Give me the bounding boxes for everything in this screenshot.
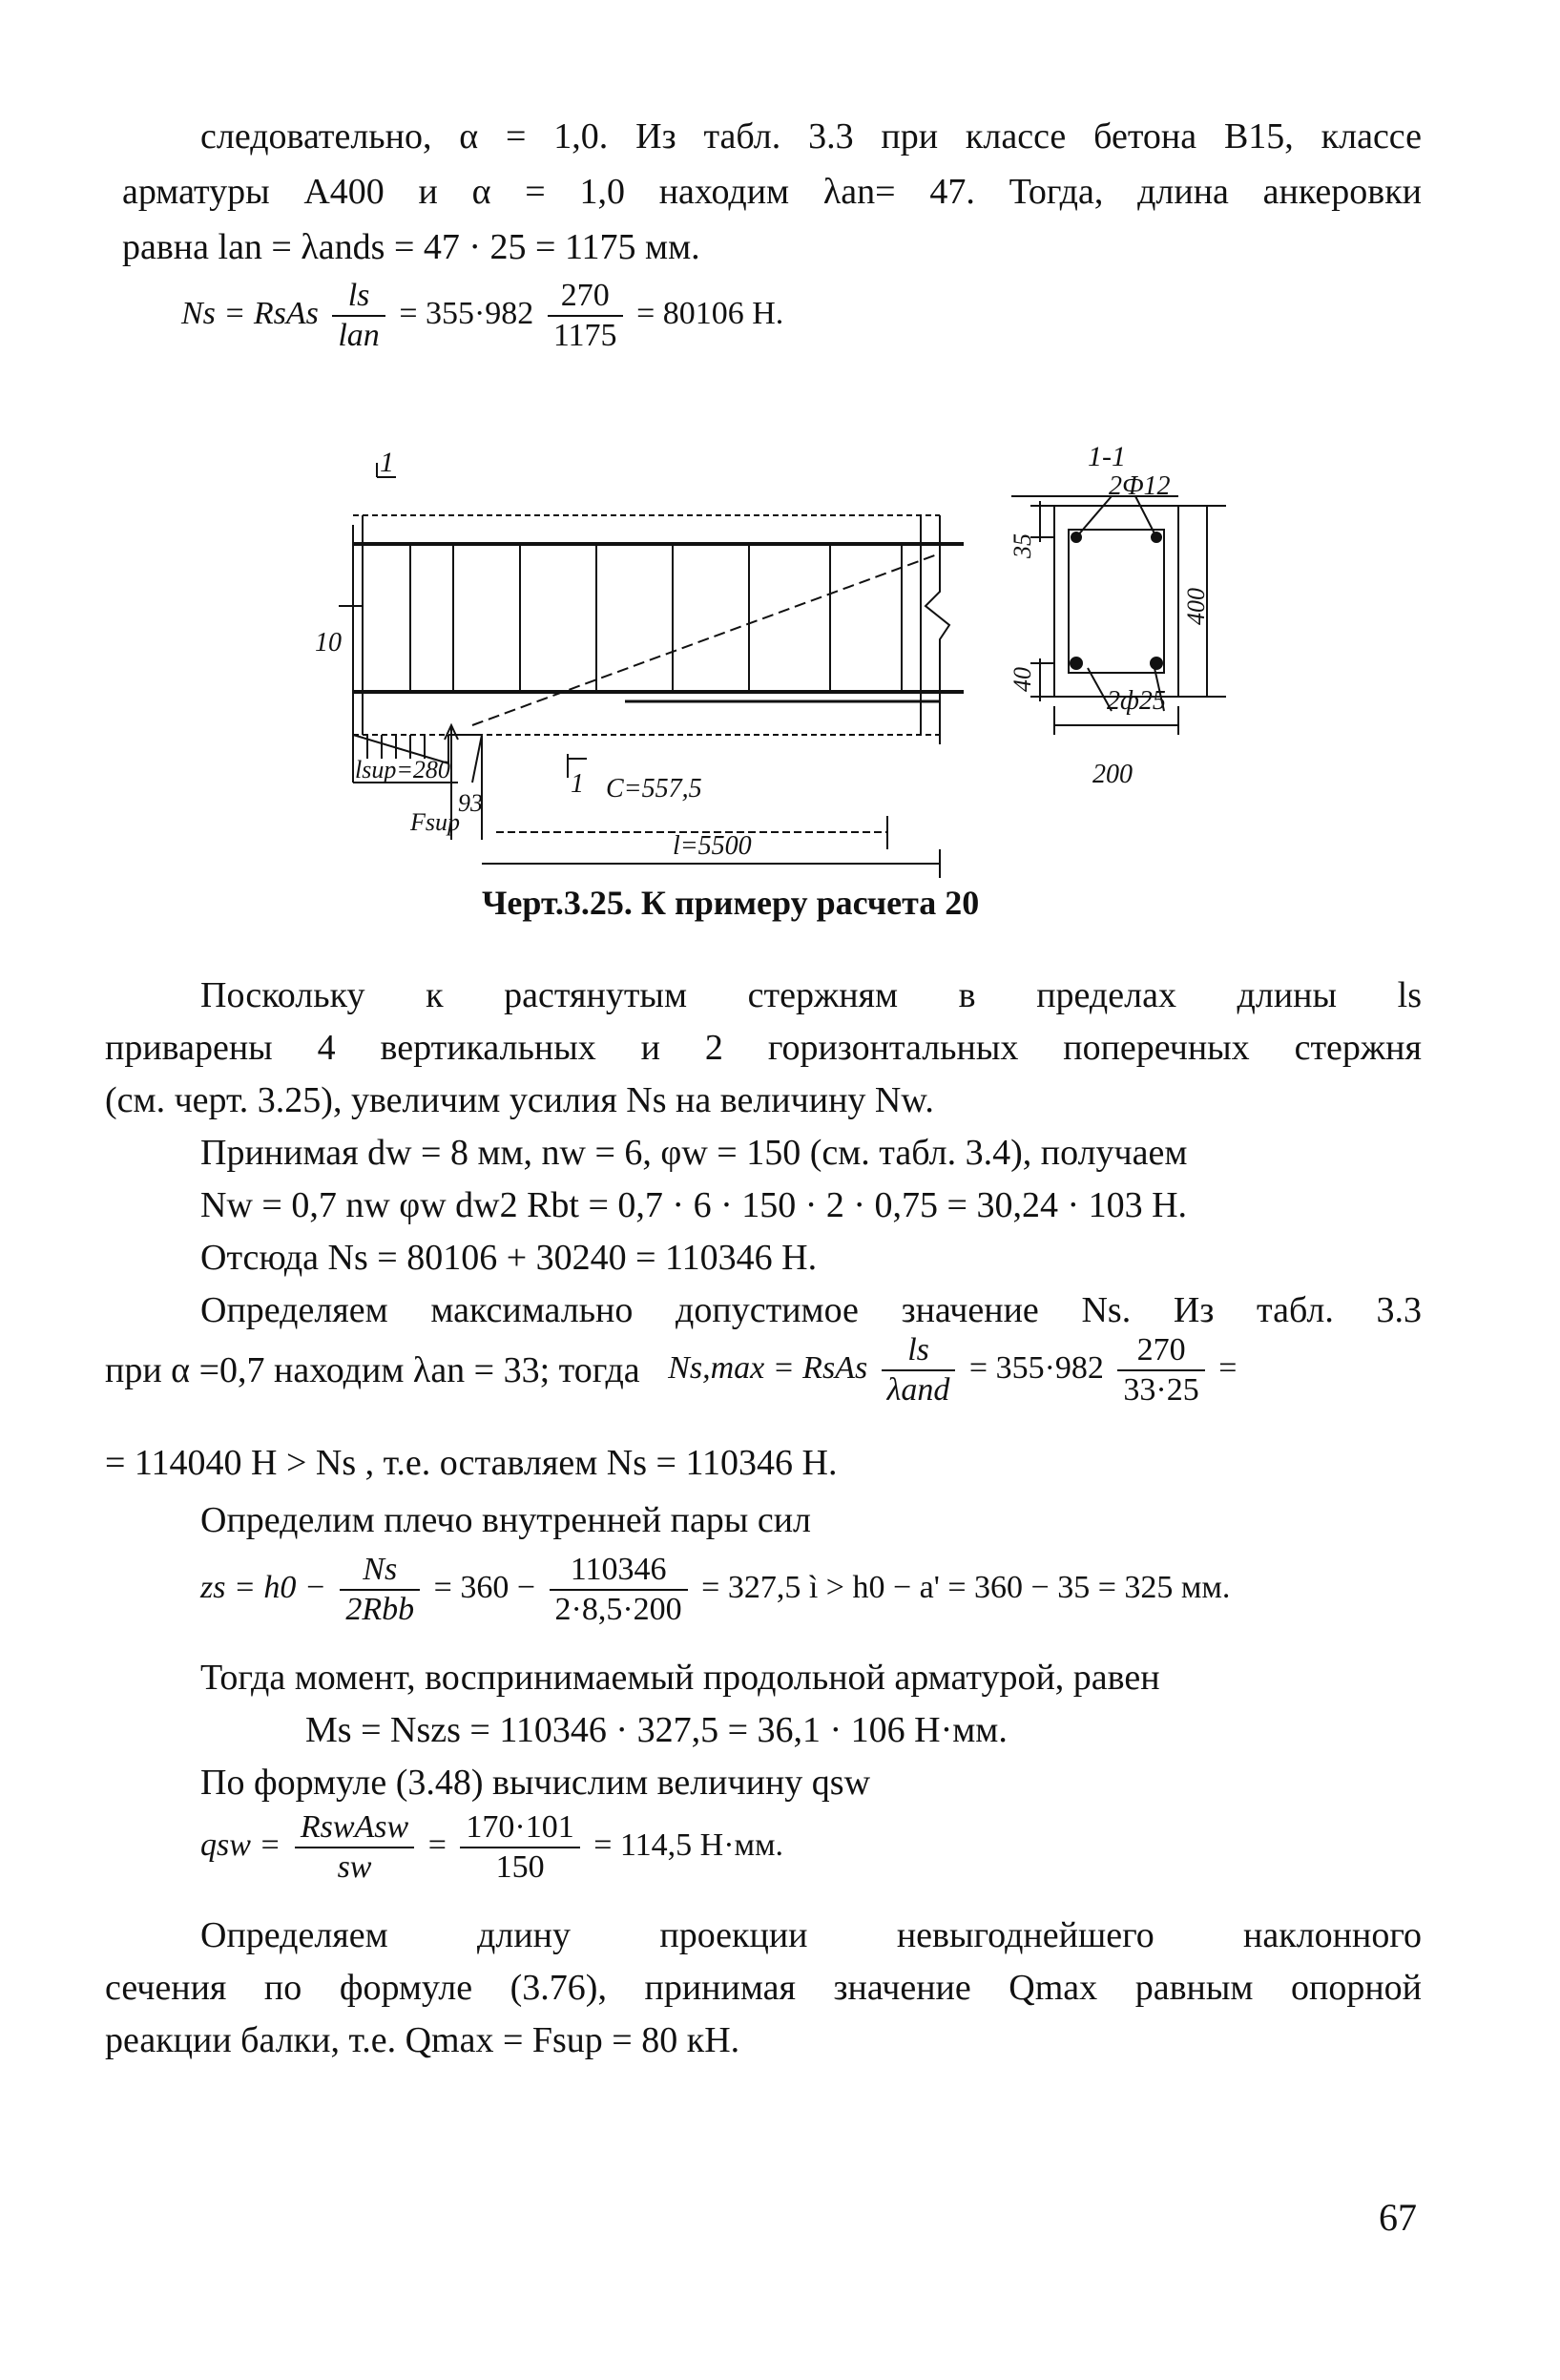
eq1-frac-ls: [332, 277, 385, 355]
dim-93: 93: [458, 789, 483, 817]
nsmax-mid: = 355·982: [968, 1349, 1104, 1386]
intro-line-3: равна lan = λands = 47 · 25 = 1175 мм.: [122, 227, 700, 267]
lsup-label: lsup=280: [355, 756, 450, 783]
eq1-result: = 80106 Н.: [636, 295, 784, 331]
eq1-num-ls: ls: [332, 277, 385, 317]
dim-400: 400: [1182, 588, 1210, 625]
bottom-bars-label: 2ф25: [1107, 686, 1166, 716]
para3-line-2: [105, 1331, 1237, 1409]
section-mark-bottom: 1: [571, 769, 584, 799]
zs-result: = 327,5 ì > h0 − a' = 360 − 35 = 325 мм.: [701, 1569, 1231, 1605]
nsmax-frac-2: [1117, 1331, 1204, 1409]
qsw-num-1: RswAsw: [295, 1808, 414, 1848]
qsw-eq: =: [427, 1827, 447, 1863]
nsmax-lhs: Ns,max = RsAs: [668, 1349, 868, 1386]
zs-frac-1: [340, 1551, 420, 1629]
para1-line-3: (см. черт. 3.25), увеличим усилия Ns на величину Nw.: [105, 1080, 934, 1120]
qsw-frac-2: [460, 1808, 579, 1887]
nsmax-den-1: λand: [886, 1372, 950, 1408]
para3-line-1: Определяем максимально допустимое значение Ns. Из табл. 3.3: [200, 1290, 1422, 1330]
intro-line-2: арматуры А400 и α = 1,0 находим λan= 47. Тогда, длина анкеровки: [122, 172, 1422, 212]
para2-line-1: Принимая dw = 8 мм, nw = 6, φw = 150 (см. табл. 3.4), получаем: [200, 1133, 1188, 1173]
nsmax-num-2: 270: [1117, 1331, 1204, 1371]
formula-qsw: [200, 1808, 783, 1887]
dim-10: 10: [315, 628, 342, 658]
nsmax-num-1: ls: [882, 1331, 956, 1371]
zs-lhs: zs = h0 −: [200, 1569, 326, 1605]
c-dimension: C=557,5: [606, 774, 702, 804]
zs-den-1: 2Rbb: [345, 1592, 415, 1627]
para3-line-3: = 114040 Н > Ns , т.е. оставляем Ns = 110346 Н.: [105, 1443, 838, 1483]
fsup-label: Fsup: [410, 808, 460, 836]
top-bars-label: 2Ф12: [1109, 471, 1171, 501]
eq1-den: 1175: [552, 318, 617, 353]
para2-line-3: Отсюда Ns = 80106 + 30240 = 110346 Н.: [200, 1238, 818, 1278]
para3-line-2-text: при α =0,7 находим λan = 33; тогда: [105, 1350, 640, 1390]
zs-num-2: 110346: [550, 1551, 688, 1591]
nsmax-end: =: [1218, 1349, 1238, 1386]
formula-ns-max: [668, 1331, 1237, 1409]
para1-line-2: приварены 4 вертикальных и 2 горизонтальных поперечных стержня: [105, 1028, 1422, 1068]
qsw-den-2: 150: [495, 1849, 545, 1885]
section-title: 1-1: [1088, 441, 1126, 472]
para7-line-1: Определяем длину проекции невыгоднейшего наклонного: [200, 1915, 1422, 1955]
qsw-lhs: qsw =: [200, 1827, 281, 1863]
eq1-lhs: Ns = RsAs: [181, 295, 319, 331]
para7-line-2: сечения по формуле (3.76), принимая значение Qmax равным опорной: [105, 1968, 1422, 2008]
zs-mid: = 360 −: [433, 1569, 535, 1605]
zs-den-2: 2·8,5·200: [554, 1592, 682, 1627]
eq1-frac-values: [548, 277, 623, 355]
dim-200: 200: [1092, 760, 1133, 789]
zs-num-1: Ns: [340, 1551, 420, 1591]
zs-frac-2: [550, 1551, 688, 1629]
nsmax-frac-1: [882, 1331, 956, 1409]
qsw-den-1: sw: [337, 1849, 372, 1885]
para5-line-1: Тогда момент, воспринимаемый продольной арматурой, равен: [200, 1658, 1160, 1698]
para5-line-2: Ms = Nszs = 110346 · 327,5 = 36,1 · 106 Н·мм.: [305, 1710, 1008, 1750]
formula-ns: [181, 277, 783, 355]
l-dimension: l=5500: [673, 831, 752, 861]
dim-35: 35: [1009, 533, 1036, 558]
para4-line-1: Определим плечо внутренней пары сил: [200, 1500, 812, 1540]
page-number: 67: [1379, 2196, 1417, 2239]
para7-line-3: реакции балки, т.е. Qmax = Fsup = 80 кН.: [105, 2020, 740, 2060]
para2-line-2: Nw = 0,7 nw φw dw2 Rbt = 0,7 · 6 · 150 · 2 · 0,75 = 30,24 · 103 Н.: [200, 1185, 1188, 1225]
formula-zs: [200, 1551, 1230, 1629]
dim-40: 40: [1009, 667, 1036, 692]
figure-caption: Черт.3.25. К примеру расчета 20: [482, 884, 980, 922]
nsmax-den-2: 33·25: [1123, 1372, 1199, 1408]
eq1-num: 270: [548, 277, 623, 317]
eq1-mid: = 355·982: [399, 295, 534, 331]
qsw-num-2: 170·101: [460, 1808, 579, 1848]
qsw-frac-1: [295, 1808, 414, 1887]
para1-line-1: Поскольку к растянутым стержням в пределах длины ls: [200, 975, 1422, 1015]
intro-line-1: следовательно, α = 1,0. Из табл. 3.3 при классе бетона B15, классе: [200, 116, 1422, 157]
qsw-result: = 114,5 Н·мм.: [593, 1827, 784, 1863]
para6-line-1: По формуле (3.48) вычислим величину qsw: [200, 1763, 871, 1803]
beam-drawing: [0, 439, 1560, 897]
section-mark-top: 1: [380, 447, 394, 478]
eq1-den-lan: lan: [338, 318, 380, 353]
